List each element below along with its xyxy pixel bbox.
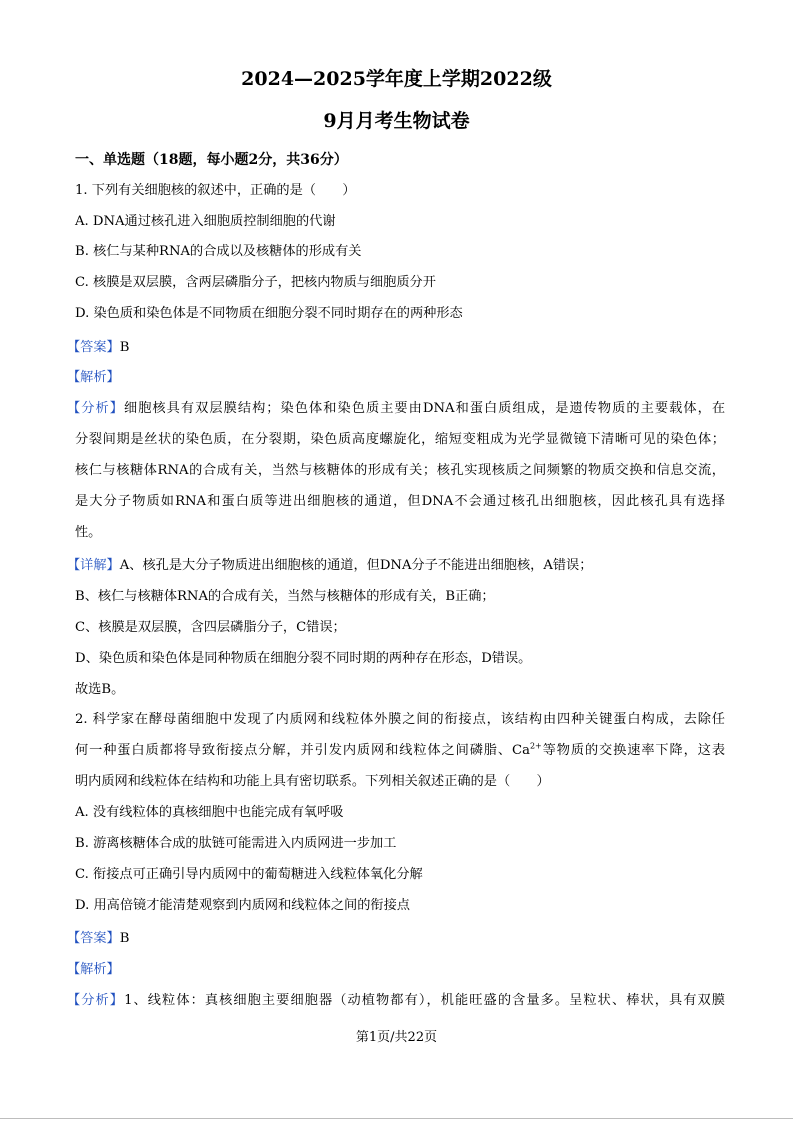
question-1-fenxi-line-2: 分裂间期是丝状的染色质，在分裂期，染色质高度螺旋化，缩短变粗成为光学显微镜下清晰可见的染色体；: [75, 432, 725, 447]
question-1-conclusion: 故选B。: [75, 682, 125, 697]
question-1-option-a: A. DNA通过核孔进入细胞质控制细胞的代谢: [75, 214, 336, 229]
fenxi-text: 细胞核具有双层膜结构；染色体和染色质主要由DNA和蛋白质组成，是遗传物质的主要载体，在: [123, 401, 726, 416]
question-2-fenxi-line-1: [67, 992, 725, 1010]
fenxi-text: 1、线粒体：真核细胞主要细胞器（动植物都有），机能旺盛的含量多。呈粒状、棒状，具有双膜: [124, 993, 725, 1008]
question-1-option-b: B. 核仁与某种RNA的合成以及核糖体的形成有关: [75, 244, 362, 259]
question-1-xiangjie-line-3: C、核膜是双层膜，含四层磷脂分子，C错误；: [75, 620, 346, 635]
question-1-fenxi-line-4: 是大分子物质如RNA和蛋白质等进出细胞核的通道，但DNA不会通过核孔出细胞核，因此核孔具有选择: [75, 494, 725, 509]
question-1-xiangjie-line-1: [67, 557, 592, 575]
question-2-option-a: A. 没有线粒体的真核细胞中也能完成有氧呼吸: [75, 805, 344, 820]
answer-tag: 【答案】: [67, 340, 120, 355]
question-1-xiangjie-line-4: D、染色质和染色体是同种物质在细胞分裂不同时期的两种存在形态，D错误。: [75, 651, 532, 666]
xiangjie-tag: 【详解】: [67, 558, 120, 573]
question-2-stem-line-3: 明内质网和线粒体在结构和功能上具有密切联系。下列相关叙述正确的是（ ）: [75, 774, 550, 789]
question-2-answer: [67, 930, 129, 948]
page-title-line1: 2024—2025学年度上学期2022级: [241, 68, 552, 90]
answer-tag: 【答案】: [67, 931, 120, 946]
answer-value: B: [119, 931, 130, 946]
question-1-option-d: D. 染色质和染色体是不同物质在细胞分裂不同时期存在的两种形态: [75, 306, 463, 321]
section-heading: 一、单选题（18题，每小题2分，共36分）: [75, 152, 348, 168]
question-1-analysis-tag: 【解析】: [67, 370, 120, 385]
fenxi-tag: 【分析】: [67, 993, 125, 1008]
question-2-analysis-tag: 【解析】: [67, 962, 120, 977]
question-2-stem-line-1: 2. 科学家在酵母菌细胞中发现了内质网和线粒体外膜之间的衔接点，该结构由四种关键蛋白构成，去除任: [75, 712, 725, 727]
fenxi-tag: 【分析】: [67, 401, 124, 416]
stem-text-before: 何一种蛋白质都将导致衔接点分解，并引发内质网和线粒体之间磷脂、Ca: [75, 743, 530, 758]
question-2-option-b: B. 游离核糖体合成的肽链可能需进入内质网进一步加工: [75, 836, 397, 851]
question-2-stem-line-2: [75, 742, 725, 760]
superscript-2plus: 2+: [529, 741, 542, 751]
question-1-answer: [67, 339, 129, 357]
question-1-stem: 1. 下列有关细胞核的叙述中，正确的是（ ）: [75, 183, 356, 198]
xiangjie-text: A、核孔是大分子物质进出细胞核的通道，但DNA分子不能进出细胞核，A错误；: [119, 558, 593, 573]
question-1-fenxi-line-5: 性。: [75, 525, 102, 540]
question-1-fenxi-line-1: [67, 400, 725, 418]
bottom-divider: [0, 1118, 793, 1119]
answer-value: B: [119, 340, 130, 355]
question-1-xiangjie-line-2: B、核仁与核糖体RNA的合成有关，当然与核糖体的形成有关，B正确；: [75, 589, 495, 604]
stem-text-after: 等物质的交换速率下降，这表: [541, 743, 726, 758]
page-title-line2: 9月月考生物试卷: [323, 110, 470, 132]
question-1-fenxi-line-3: 核仁与核糖体RNA的合成有关，当然与核糖体的形成有关；核孔实现核质之间频繁的物质交换和信息交流，: [75, 463, 725, 478]
question-1-option-c: C. 核膜是双层膜，含两层磷脂分子，把核内物质与细胞质分开: [75, 275, 436, 290]
question-2-option-d: D. 用高倍镜才能清楚观察到内质网和线粒体之间的衔接点: [75, 898, 410, 913]
page-number: 第1页/共22页: [355, 1030, 438, 1045]
question-2-option-c: C. 衔接点可正确引导内质网中的葡萄糖进入线粒体氧化分解: [75, 867, 423, 882]
